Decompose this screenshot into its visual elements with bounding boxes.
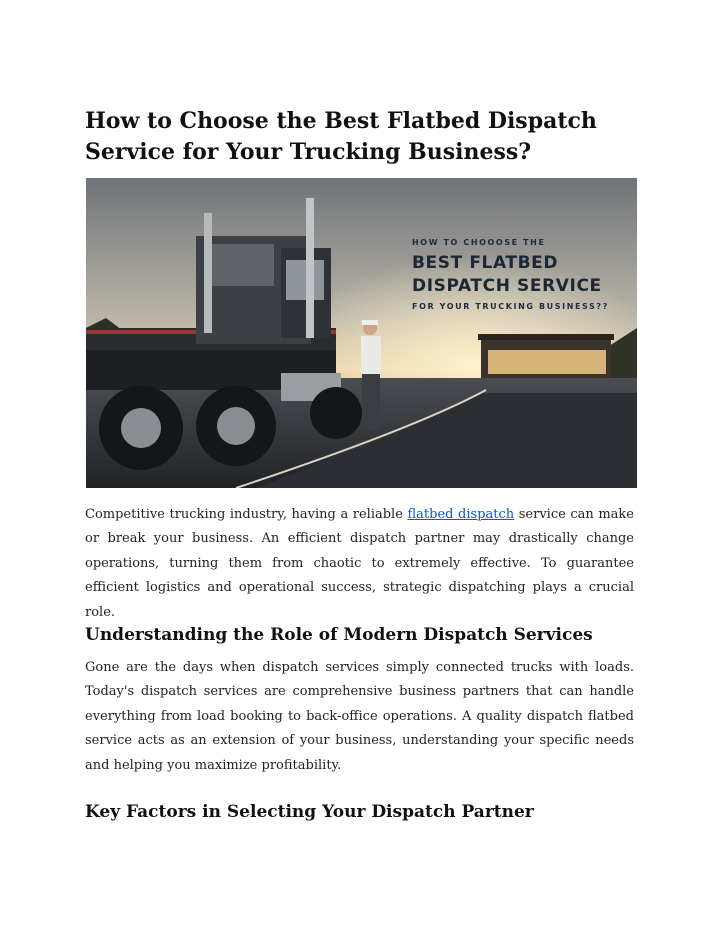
section-role-paragraph: Gone are the days when dispatch services simply connected trucks with loads. Today's dispatch services are comprehensive business partners that can handle everything from load booking to back-office operations. A quality dispatch flatbed service acts as an extension of your business, understanding your specific needs and helping you maximize profitability. xyxy=(85,660,634,773)
hero-caption-line4: FOR YOUR TRUCKING BUSINESS?? xyxy=(412,302,609,311)
flatbed-dispatch-link[interactable]: flatbed dispatch xyxy=(407,507,515,522)
intro-text-start: Competitive trucking industry, having a reliable xyxy=(85,507,408,522)
hero-image xyxy=(86,178,637,488)
intro-text-end: service can make or break your business. An efficient dispatch partner may drastically change operations, turning them from chaotic to extremely effective. To guarantee efficient logistics and operational success, strategic dispatching plays a crucial role. xyxy=(85,507,635,620)
truck-illustration xyxy=(86,178,637,488)
intro-paragraph xyxy=(85,503,634,625)
section-heading-role: Understanding the Role of Modern Dispatch Services xyxy=(85,625,593,645)
hero-caption-line1: HOW TO CHOOOSE THE xyxy=(412,238,546,247)
hero-caption-line3: DISPATCH SERVICE xyxy=(412,276,602,296)
hero-caption-line2: BEST FLATBED xyxy=(412,253,559,273)
article-title: How to Choose the Best Flatbed Dispatch Service for Your Trucking Business? xyxy=(85,108,597,165)
section-heading-key-factors: Key Factors in Selecting Your Dispatch Partner xyxy=(85,802,534,822)
hero-caption xyxy=(412,238,637,311)
